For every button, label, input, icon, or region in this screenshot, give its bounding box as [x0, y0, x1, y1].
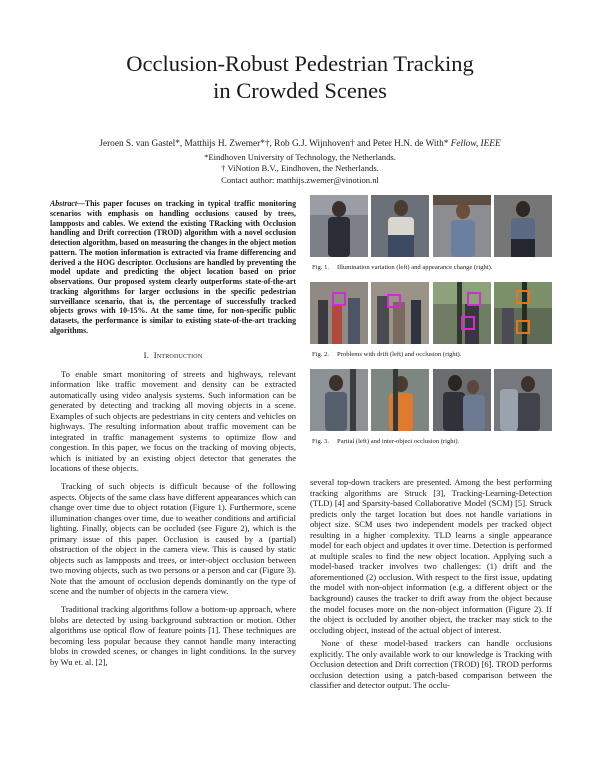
figure-2-photo-1 — [310, 282, 368, 344]
figure-3-photo-4 — [494, 369, 552, 431]
occlusion-box-magenta — [467, 292, 481, 306]
section-numeral: I. — [143, 349, 150, 360]
affiliations — [0, 152, 600, 186]
drift-box-magenta — [332, 292, 346, 306]
left-column — [50, 199, 296, 674]
figure-3-text: Partial (left) and inter-object occlusion (right). — [337, 438, 460, 445]
occlusion-box-magenta — [461, 316, 475, 330]
figure-column — [310, 195, 552, 456]
right-paragraph-2: None of these model-based trackers can handle occlusions explicitly. The only available work to our knowledge is Tracking with Occlusion detection and Drift correction (TROD) [6]. TROD performs occlusion detection using a patch-based comparison between the classifier and detector output. The occlu- — [310, 638, 552, 691]
right-paragraph-1: several top-down trackers are presented. Among the best performing tracking algorithms are Struck [3], Tracking-Learning-Detection (TLD) [4] and Sparsity-based Collaborative Model (SCM) [5]. Struck predicts only the target location but does not handle variations in object size. SCM uses two independent models per tracked object resulting in a higher complexity. TLD learns a single appearance model for each object and updates it over time. Detection is performed at multiple scales to find the new object location. Applying such a model-based tracker involves two challenges: (1) drift and the aforementioned (2) occlusion. With respect to the first issue, updating the model with non-object information (e.g. a different object or the background) causes the tracker to drift away from the object because the model focuses more on the non-object information (Figure 2). If the object is occluded by another object, the tracker may stick to the occluding object, instead of the actual object of interest. — [310, 477, 552, 635]
figure-1-caption — [312, 263, 552, 272]
figure-2-photo-4 — [494, 282, 552, 344]
figure-3-photo-3 — [433, 369, 491, 431]
title-line-2: in Crowded Scenes — [213, 78, 387, 103]
abstract-text: —This paper focuses on tracking in typical traffic monitoring scenarios with emphasis on handling occlusions caused by trees, lampposts and cables. We extend the existing TRacking with Occlusion handling and Drift correction (TROD) algorithm with a novel occlusion detection algorithm, based on measuring the changes in the object motion pattern. The motion information is extracted via frame differencing and derived a the HOG descriptor. Occlusions are handled by preventing the model update and predicting the object location based on prior observations. Our proposed system clearly outperforms state-of-the-art tracking algorithms for larger occlusions in the specific pedestrian surveillance scenario, that is, the percentage of successfully tracked objects grows with 10-15%. At the same time, for non-specific public datasets, the performance is similar to existing state-of-the-art tracking algorithms. — [50, 199, 296, 335]
title-line-1: Occlusion-Robust Pedestrian Tracking — [126, 51, 474, 76]
abstract — [50, 199, 296, 336]
figure-2-images — [310, 282, 552, 344]
authors-names: Jeroen S. van Gastel*, Matthijs H. Zwemer*†, Rob G.J. Wijnhoven† and Peter H.N. de With* — [99, 139, 449, 149]
contact-author: Contact author: matthijs.zwemer@vinotion.nl — [221, 174, 379, 185]
drift-box-magenta — [387, 294, 401, 308]
figure-1-photo-3 — [433, 195, 491, 257]
figure-3-photo-1 — [310, 369, 368, 431]
occlusion-box-orange — [516, 290, 530, 304]
section-title: Introduction — [153, 349, 203, 360]
affiliation-tue: *Eindhoven University of Technology, the Netherlands. — [204, 152, 396, 162]
paper-title — [0, 50, 600, 104]
figure-3-caption — [312, 437, 552, 446]
figure-3-images — [310, 369, 552, 431]
figure-2-label: Fig. 2. — [312, 351, 330, 358]
figure-2-text: Problems with drift (left) and occlusion (right). — [337, 351, 462, 358]
section-heading-introduction — [50, 350, 296, 360]
figure-1-photo-4 — [494, 195, 552, 257]
intro-paragraph-3: Traditional tracking algorithms follow a bottom-up approach, where blobs are detected by using background subtraction or motion. Other algorithms use optical flow of feature points [1]. These techniques are becoming less popular because they cannot handle many interacting blobs in crowded scenes, or changes in light conditions. In the survey by Wu et. al. [2], — [50, 603, 296, 667]
figure-1-images — [310, 195, 552, 257]
intro-paragraph-2: Tracking of such objects is difficult because of the following aspects. Objects of the same class have different appearances which can change over time due to object rotation (Figure 1). Furthermore, scene illumination changes over time, due to weather conditions and artificial lighting. Finally, objects can be occluded (see Figure 2), which is the primary issue of this paper. Occlusion is caused by a (partial) obstruction of the object in the camera view. This is caused by static objects such as lampposts and trees, or inter-object occlusion between two moving objects, such as two persons or a person and car (Figure 3). Note that the amount of occlusion depends dominantly on the type of scene and the number of objects in the camera view. — [50, 480, 296, 597]
figure-2-caption — [312, 350, 552, 359]
figure-1-text: Illumination variation (left) and appearance change (right). — [337, 264, 493, 271]
intro-paragraph-1: To enable smart monitoring of streets and highways, relevant information like traffic movement and density can be extracted automatically using video analysis systems. Such information can be generated by detecting and tracking all moving objects in a scene. Examples of such objects are pedestrians in city centers and vehicles on highways. The resulting information about traffic movement can be integrated in traffic management systems to optimize flow and congestion. In this paper, we focus on the tracking of moving objects, which is initiated by an existing object detector that generates the locations of these objects. — [50, 368, 296, 474]
author-list — [0, 138, 600, 150]
figure-1-label: Fig. 1. — [312, 264, 330, 271]
right-column — [310, 477, 552, 694]
figure-1-photo-1 — [310, 195, 368, 257]
figure-1-photo-2 — [371, 195, 429, 257]
occlusion-box-orange — [516, 320, 530, 334]
abstract-label: Abstract — [50, 199, 78, 208]
figure-2-photo-3 — [433, 282, 491, 344]
authors-suffix: Fellow, IEEE — [448, 139, 501, 149]
figure-2-photo-2 — [371, 282, 429, 344]
figure-3-label: Fig. 3. — [312, 438, 330, 445]
figure-3-photo-2 — [371, 369, 429, 431]
affiliation-vinotion: † ViNotion B.V., Eindhoven, the Netherlands. — [221, 163, 379, 174]
